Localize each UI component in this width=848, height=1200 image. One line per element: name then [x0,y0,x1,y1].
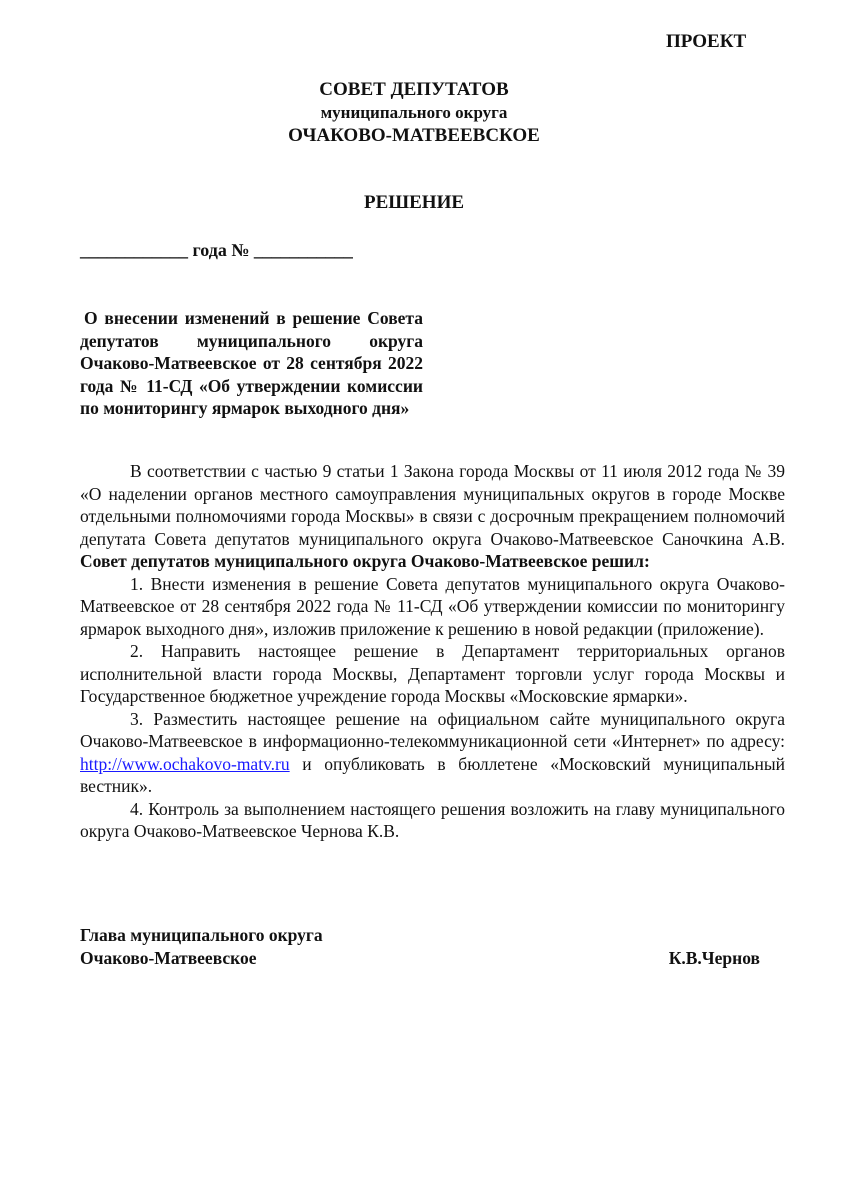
decision-subject: О внесении изменений в решение Совета депутатов муниципального округа Очаково-Матвеевское от 28 сентября 2022 года № 11-СД «Об утверждении комиссии по мониторингу ярмарок выходного дня» [80,308,423,418]
item-4: 4. Контроль за выполнением настоящего решения возложить на главу муниципального округа Очаково-Матвеевское Чернова К.В. [80,798,785,841]
preamble-paragraph [80,460,785,573]
signature-position-line2: Очаково-Матвеевское [80,947,257,968]
signatory-name: К.В.Чернов [668,947,760,968]
preamble-resolution: Совет депутатов муниципального округа Очаково-Матвеевское решил: [80,551,650,571]
preamble-text: В соответствии с частью 9 статьи 1 Закона города Москвы от 11 июля 2012 года № 39 «О наделении органов местного самоуправления муниципальных округов в городе Москве отдельными полномочиями города Москвы» в связи с досрочным прекращением полномочий депутата Совета депутатов муниципального округа Очаково-Матвеевское Саночкина А.В. [80,461,785,549]
item-3-text: 3. Разместить настоящее решение на официальном сайте муниципального округа Очаково-Матвеевское в информационно-телекоммуникационной сети «Интернет» по адресу: [80,708,785,751]
item-3 [80,708,785,798]
header-council: СОВЕТ ДЕПУТАТОВ [319,79,509,100]
signature-block [80,924,760,969]
website-link[interactable]: http://www.ochakovo-matv.ru [80,753,290,774]
date-number-line: ____________ года № ___________ [80,240,353,260]
header-district-label: муниципального округа [320,103,508,122]
item-2: 2. Направить настоящее решение в Департамент территориальных органов исполнительной власти города Москвы, Департамент торговли услуг города Москвы и Государственное бюджетное учреждение города Москвы «Московские ярмарки». [80,641,785,706]
document-body [80,460,785,843]
header-district-name: ОЧАКОВО-МАТВЕЕВСКОЕ [288,125,540,146]
draft-stamp: ПРОЕКТ [666,31,747,52]
document-header [80,78,748,147]
decision-title: РЕШЕНИЕ [363,192,465,213]
item-3-text-end: и опубликовать в бюллетене «Московский муниципальный вестник». [80,753,785,796]
item-1: 1. Внести изменения в решение Совета депутатов муниципального округа Очаково-Матвеевское от 28 сентября 2022 года № 11-СД «Об утверждении комиссии по мониторингу ярмарок выходного дня», изложив приложение к решению в новой редакции (приложение). [80,573,785,639]
signature-position-line1: Глава муниципального округа [80,925,323,945]
